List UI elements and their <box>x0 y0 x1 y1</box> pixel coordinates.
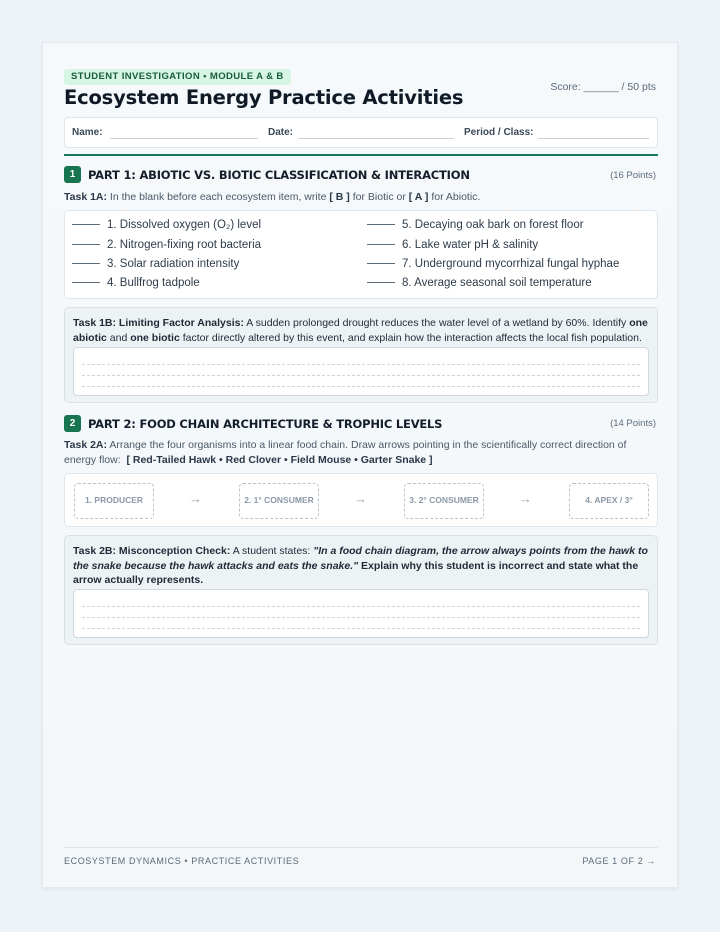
answer-line <box>82 364 640 365</box>
header-divider <box>64 154 658 156</box>
task-1b-answer-area[interactable] <box>73 347 649 396</box>
page-title: Ecosystem Energy Practice Activities <box>64 86 464 109</box>
task-2b-box <box>64 535 658 645</box>
task-1b-label: Task 1B: Limiting Factor Analysis: <box>73 317 244 329</box>
secondary-consumer-box[interactable]: 3. 2° CONSUMER <box>404 483 484 519</box>
student-quote: "In a food chain diagram, the arrow always points from the hawk to the snake because the hawk attacks and eats the snake." <box>73 545 648 572</box>
task-1b-biotic: one biotic <box>130 331 180 344</box>
task-2a-instructions <box>64 438 634 467</box>
score-field: Score: ______ / 50 pts <box>550 81 656 93</box>
organism-list: [ Red-Tailed Hawk • Red Clover • Field Mouse • Garter Snake ] <box>126 453 433 466</box>
task-1b-text-end: factor directly altered by this event, and explain how the interaction affects the local fish population. <box>182 331 642 344</box>
classification-item[interactable] <box>72 258 239 270</box>
classification-item[interactable] <box>367 219 584 231</box>
food-chain-panel <box>64 473 658 527</box>
answer-line <box>82 617 640 618</box>
classification-item[interactable] <box>367 239 538 251</box>
item-label: 4. Bullfrog tadpole <box>107 277 200 289</box>
item-label: 5. Decaying oak bark on forest floor <box>402 219 584 231</box>
task-1a-instructions <box>64 190 480 205</box>
name-field[interactable] <box>110 138 258 139</box>
classification-item[interactable] <box>367 258 619 270</box>
answer-line <box>82 386 640 387</box>
primary-consumer-box[interactable]: 2. 1° CONSUMER <box>239 483 319 519</box>
page-indicator: PAGE 1 OF 2 → <box>582 856 656 866</box>
part-1-title: PART 1: ABIOTIC VS. BIOTIC CLASSIFICATION & INTERACTION <box>88 168 470 182</box>
item-label: 6. Lake water pH & salinity <box>402 239 539 251</box>
arrow-icon: → <box>519 491 532 506</box>
date-field[interactable] <box>299 138 454 139</box>
answer-line <box>82 628 640 629</box>
classification-items-panel <box>64 210 658 299</box>
task-1a-text-mid: for Biotic or <box>352 191 406 203</box>
classification-item[interactable] <box>72 277 200 289</box>
answer-blank[interactable] <box>72 224 100 225</box>
biotic-code: [ B ] <box>329 191 350 203</box>
task-2b-question: Explain why this student is incorrect and state what the arrow actually represents. <box>73 559 639 586</box>
period-label: Period / Class: <box>464 127 534 138</box>
part-2-number-badge: 2 <box>64 415 81 432</box>
classification-item[interactable] <box>72 219 261 231</box>
item-label: 2. Nitrogen-fixing root bacteria <box>107 239 262 251</box>
abiotic-code: [ A ] <box>408 191 429 203</box>
producer-box[interactable]: 1. PRODUCER <box>74 483 154 519</box>
module-tag: STUDENT INVESTIGATION • MODULE A & B <box>64 69 291 85</box>
name-label: Name: <box>72 127 103 138</box>
apex-consumer-box[interactable]: 4. APEX / 3° <box>569 483 649 519</box>
answer-line <box>82 606 640 607</box>
task-2b-label: Task 2B: Misconception Check: <box>73 545 231 557</box>
task-2a-text: Arrange the four organisms into a linear food chain. Draw arrows pointing in the scientifically correct direction of energy flow: <box>64 439 627 466</box>
worksheet-page <box>42 42 678 888</box>
task-2b-answer-area[interactable] <box>73 589 649 638</box>
footer-divider <box>64 847 658 848</box>
task-1b-box <box>64 307 658 403</box>
task-1b-prompt <box>73 316 649 345</box>
task-1a-label: Task 1A: <box>64 191 107 203</box>
part-1-points: (16 Points) <box>610 170 656 181</box>
part-2-title: PART 2: FOOD CHAIN ARCHITECTURE & TROPHIC LEVELS <box>88 417 443 431</box>
period-field[interactable] <box>538 138 649 139</box>
task-2b-prompt <box>73 544 649 588</box>
answer-blank[interactable] <box>72 263 100 264</box>
item-label: 1. Dissolved oxygen (O₂) level <box>107 219 262 231</box>
arrow-icon: → <box>189 491 202 506</box>
task-1a-text-end: for Abiotic. <box>431 191 481 203</box>
answer-blank[interactable] <box>367 244 395 245</box>
task-1a-text: In the blank before each ecosystem item, write <box>109 191 327 203</box>
item-label: 3. Solar radiation intensity <box>107 258 240 270</box>
answer-blank[interactable] <box>72 244 100 245</box>
classification-item[interactable] <box>72 239 261 251</box>
classification-item[interactable] <box>367 277 592 289</box>
student-info-box <box>64 117 658 148</box>
answer-blank[interactable] <box>367 224 395 225</box>
task-1b-text: A sudden prolonged drought reduces the water level of a wetland by 60%. Identify <box>246 317 627 329</box>
task-2a-label: Task 2A: <box>64 439 107 451</box>
answer-blank[interactable] <box>72 282 100 283</box>
footer-course-title: ECOSYSTEM DYNAMICS • PRACTICE ACTIVITIES <box>64 856 300 866</box>
part-1-number-badge: 1 <box>64 166 81 183</box>
date-label: Date: <box>268 127 294 138</box>
arrow-icon: → <box>354 491 367 506</box>
answer-blank[interactable] <box>367 282 395 283</box>
item-label: 7. Underground mycorrhizal fungal hyphae <box>402 258 620 270</box>
task-2b-text: A student states: <box>232 545 311 557</box>
answer-line <box>82 375 640 376</box>
task-1b-and: and <box>109 331 128 344</box>
item-label: 8. Average seasonal soil temperature <box>402 277 592 289</box>
part-2-points: (14 Points) <box>610 418 656 429</box>
answer-blank[interactable] <box>367 263 395 264</box>
task-1b-abiotic: one abiotic <box>73 317 648 344</box>
